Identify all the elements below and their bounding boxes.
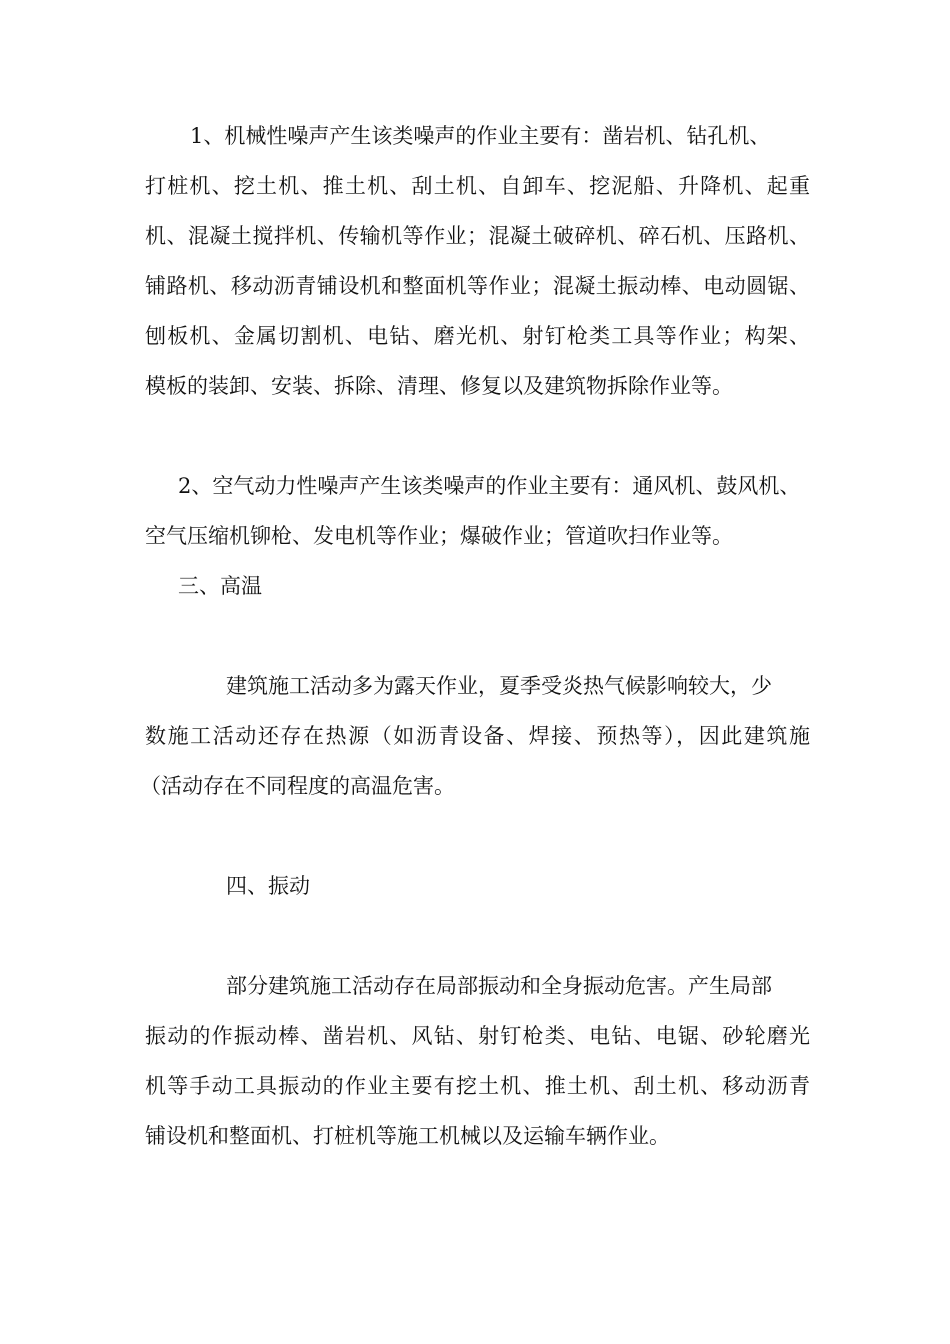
paragraph-line: 1、机械性噪声产生该类噪声的作业主要有：凿岩机、钻孔机、 [190,124,771,148]
paragraph-line: 空气压缩机铆枪、发电机等作业；爆破作业；管道吹扫作业等。 [145,524,733,548]
paragraph-line: 铺设机和整面机、打桩机等施工机械以及运输车辆作业。 [145,1124,670,1148]
section-heading: 四、振动 [226,874,310,898]
paragraph-line: 打桩机、挖土机、推土机、刮土机、自卸车、挖泥船、升降机、起重 [145,174,810,198]
paragraph-line: 铺路机、移动沥青铺设机和整面机等作业；混凝土振动棒、电动圆锯、 [145,274,810,298]
paragraph-line: 机、混凝土搅拌机、传输机等作业；混凝土破碎机、碎石机、压路机、 [145,224,810,248]
paragraph-line: 建筑施工活动多为露天作业，夏季受炎热气候影响较大，少 [226,674,772,698]
paragraph-line: 刨板机、金属切割机、电钻、磨光机、射钉枪类工具等作业；构架、 [145,324,810,348]
paragraph-line: 部分建筑施工活动存在局部振动和全身振动危害。产生局部 [226,974,772,998]
paragraph-line: 2、空气动力性噪声产生该类噪声的作业主要有：通风机、鼓风机、 [178,474,801,498]
paragraph-line: 数施工活动还存在热源（如沥青设备、焊接、预热等），因此建筑施 [145,724,810,748]
paragraph-line: （活动存在不同程度的高温危害。 [140,774,455,798]
paragraph-line: 模板的装卸、安装、拆除、清理、修复以及建筑物拆除作业等。 [145,374,733,398]
paragraph-line: 机等手动工具振动的作业主要有挖土机、推土机、刮土机、移动沥青 [145,1074,810,1098]
section-heading: 三、高温 [178,574,262,598]
paragraph-line: 振动的作振动棒、凿岩机、风钻、射钉枪类、电钻、电锯、砂轮磨光 [145,1024,810,1048]
